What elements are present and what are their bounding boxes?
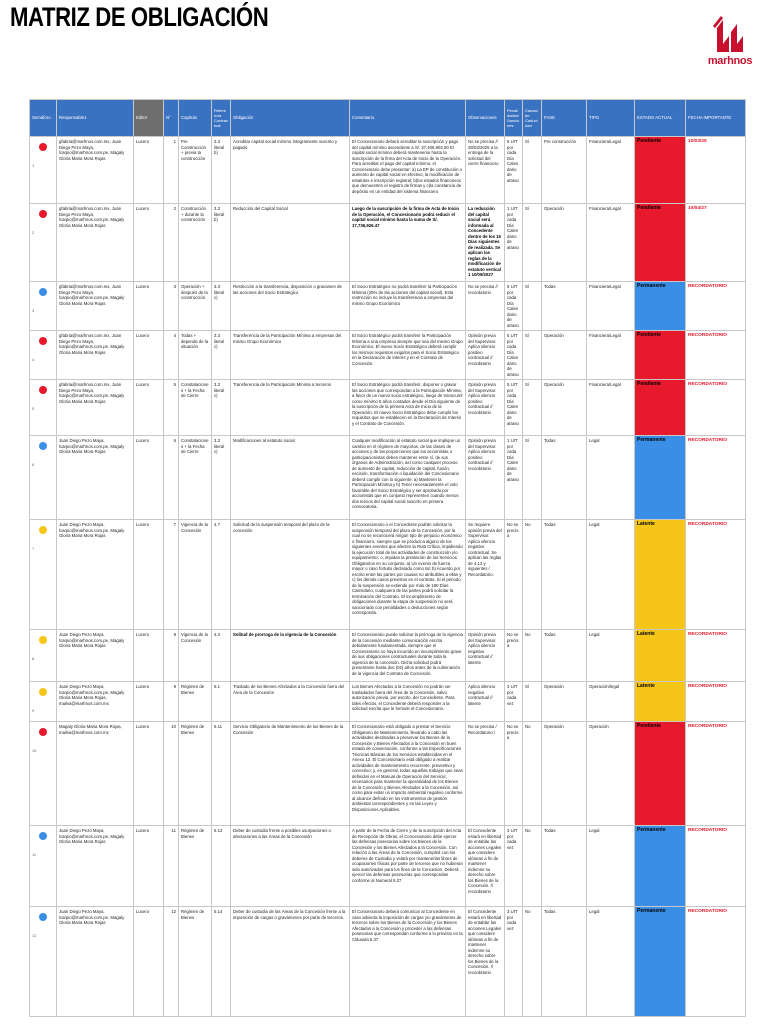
comment-cell: Cualquier modificación al estatuto social que implique un cambio en el régimen de mayorías, de las clases de acciones y de las proporciones que los accionistas o participacionistas deben mantener entre sí, de sus órganos de Administración, así como cualquier proceso de aumento de capital, reducción de capital, fusión, escisión, transformación o liquidación del Concesionario deberá cumplir con lo siguiente: a) Mantener la Participación Mínima y b) Tener necesariamente el voto favorable del Socio Estratégico y ser aprobado por accionistas que en conjunto representen cuando menos dos tercios del capital social suscrito en primera convocatoria. [350,436,466,520]
editor-cell: Lucero [134,826,164,907]
semaphore-cell [30,204,57,282]
col-header[interactable]: Semáforo [30,100,57,137]
table-row [30,520,746,630]
status-dot-icon [39,913,47,921]
status-badge: Permanente [635,436,686,520]
editor-cell: Lucero [134,722,164,826]
phase-cell: Todas [542,826,587,907]
status-dot-icon [39,143,47,151]
important-date-cell: RECORDATORIO [686,331,746,380]
observations-cell: Aplica silencio negativo contractual // latente [466,682,505,722]
observations-cell: Se requiere opinión previa del Supervisor. Aplica silencio negativo contractual. Se aplican las reglas de 4.13 y siguientes / Recordatorio. [466,520,505,630]
penalty-cell: No se precisa [505,722,523,826]
responsible-cell: gfabria@marhnos.com.mx, Juan Diego Pezo Maya, lcarpio@marhnos.com.pe, Magaly Gloria Maria Mora Rojas [57,331,134,380]
comment-bold-text: Luego de la suscripción de la firma de Acta de Inicio de la Operación, el Concesionario podrá reducir el capital social mínimo hasta la suma de S/. 17,736,926.47 [352,206,460,228]
table-row [30,436,746,520]
table-body [30,137,746,1017]
col-header[interactable]: Penalidades/Sanciones [505,100,523,137]
obligation-cell: Traslado de los Bienes Afectados a la Concesión fuera del Área de la Concesión [231,682,350,722]
observations-cell: Opinión previa del Supervisor. Aplica silencio positivo contractual // recordatorio [466,331,505,380]
editor-cell: Lucero [134,907,164,1017]
important-date-cell: RECORDATORIO [686,380,746,436]
semaphore-cell [30,722,57,826]
comment-cell: El Concesionario deberá acreditar la suscripción y pago del capital mínimo ascendente a S/. 37,406,904.00 El capital social mínimo deberá mantenerse hasta la suscripción de la firma del Acta de Inicio de la Operación. Para acreditar el pago del capital mínimo, el Concesionario debe presentar: a) La EP de constitución o aumento de capital social en efectivo, la modificación de estatutos e inscripción registral; b)los estados financieros que demuestren el registro de firmas y c)la constancia de depósito en un entidad del sistema financiero [350,137,466,204]
comment-cell: El Concesionario puede solicitar la prórroga de la vigencia de la concesión mediante comunicación escrita debidamente fundamentada, siempre que el Concesionario no haya incurrido en incumplimiento grave de sus obligaciones contractuales durante toda la vigencia de la concesión. Dicha solicitud podrá presentarse hasta dos (02) años antes de la culminación de la vigencia del Contrato de Concesión. [350,630,466,682]
contract-ref-cell: 3.3 literal b) [212,204,231,282]
chapter-cell: Régimen de Bienes [179,907,212,1017]
status-badge: Permanente [635,282,686,331]
contract-ref-cell: 4.3 [212,630,231,682]
status-dot-icon [39,832,47,840]
status-badge: Latente [635,682,686,722]
status-dot-icon [39,337,47,345]
observations-cell: No se precisa / Recordatorio / [466,722,505,826]
chapter-cell: Vigencia de la Concesión [179,520,212,630]
status-badge: Pendiente [635,380,686,436]
editor-cell: Lucero [134,137,164,204]
table-row [30,204,746,282]
table-row [30,137,746,204]
contract-ref-cell: 3.3 literal c) [212,436,231,520]
contract-ref-cell: 3.3 literal b) [212,137,231,204]
caducity-cell: Sí [523,282,542,331]
type-cell: Legal [587,826,635,907]
row-number: 10 [32,748,37,753]
caducity-cell: No [523,722,542,826]
obligations-table [29,99,746,1017]
status-dot-icon [39,288,47,296]
type-cell: Financiera/Legal [587,282,635,331]
table-row [30,331,746,380]
observations-cell: El Concedente estará en libertad de entablar las acciones Legales que considere idóneas a fin de mantener indemne su derecho sobre los Bienes de la Concesión. // recordatorio [466,907,505,1017]
obligation-cell: Restricción a la transferencia, disposición o gravamen de las acciones del Socio Estratégico [231,282,350,331]
marhnos-logo-icon [711,14,749,54]
important-date-cell: RECORDATORIO [686,520,746,630]
editor-cell: Lucero [134,331,164,380]
penalty-cell: 5 UIT por cada Día Calendario de atraso [505,380,523,436]
responsible-cell: gfabria@marhnos.com.mx, Juan Diego Pezo Maya, lcarpio@marhnos.com.pe, Magaly Gloria Maria Mora Rojas [57,137,134,204]
status-dot-icon [39,210,47,218]
phase-cell: Todas [542,907,587,1017]
responsible-cell: Juan Diego Pezo Maya, lcarpio@marhnos.com.pe, Magaly Gloria Maria Mora Rojas [57,436,134,520]
chapter-cell: Constataciones + la Fecha de Cierre [179,436,212,520]
responsible-cell: gfabria@marhnos.com.mx, Juan Diego Pezo Maya, lcarpio@marhnos.com.pe, Magaly Gloria Maria Mora Rojas [57,380,134,436]
table-row [30,722,746,826]
obligation-cell: Acreditar capital social mínimo íntegramente suscrito y pagado [231,137,350,204]
number-cell: 9 [164,682,179,722]
status-badge: Pendiente [635,722,686,826]
comment-cell: El Socio Estratégico no podrá transferir la Participación Mínima (25% de las acciones del capital social). Esta restricción no incluye la transferencia a empresas del mismo Grupo Económico [350,282,466,331]
status-dot-icon [39,386,47,394]
observations-cell: Opinión previa del Supervisor. Aplica silencio positivo contractual // recordatorio [466,436,505,520]
obligation-cell: Transferencia de la Participación Mínima a terceros [231,380,350,436]
semaphore-cell [30,826,57,907]
contract-ref-cell: 3.3 literal c) [212,331,231,380]
responsible-cell: Juan Diego Pezo Maya, lcarpio@marhnos.com.pe, Magaly Gloria Maria Mora Rojas [57,630,134,682]
caducity-cell: No [523,520,542,630]
penalty-cell: 1 UIT por cada Día Calendario de atraso [505,204,523,282]
status-badge: Pendiente [635,331,686,380]
number-cell: 4 [164,331,179,380]
obligation-cell: Transferencia de la Participación Mínima a empresas del mismo Grupo Económico [231,331,350,380]
contract-ref-cell: 5.13 [212,826,231,907]
type-cell: Legal [587,907,635,1017]
table-row [30,282,746,331]
penalty-cell: 1 UIT por cada Día Calendario de atraso [505,436,523,520]
observations-cell: La reducción del capital social será informada al Concedente dentro de los 15 Días siguientes de realizada. Se aplican las reglas de la modificación de estatuto vertical 1 10/09/2027 [466,204,505,282]
semaphore-cell [30,907,57,1017]
important-date-cell: RECORDATORIO [686,436,746,520]
comment-cell: El Concesionario o el Concedente podrán solicitar la suspensión temporal del plazo de la Concesión, por la cual no se reconocerá ningún tipo de perjuicio económico o financiero, siempre que se produzca alguno de los siguientes eventos que afecten la Ruta Crítica, impidiendo la ejecución total de las actividades de construcción y/o equipamiento; o, impidan la prestación de los Servicios Obligatorios en su conjunto: a) Un evento de fuerza mayor o caso fortuito declarado como tal; b) Acuerdo por escrito entre las partes por causas no atribuibles a ellas y c) los demás casos previstos en el contrato. Si el periodo de la suspensión se extiende por más de 180 Días Calendario, cualquiera de las partes podrá solicitar la terminación del Contrato. El incumplimiento de obligaciones durante la etapa de suspensión no será sancionado con penalidades o deducciones según corresponda. [350,520,466,630]
chapter-cell: Operación + después de la construcción [179,282,212,331]
row-number: 9 [32,708,35,713]
important-date-cell: 10/04/27 [686,204,746,282]
obligation-cell: Deber de custodia de las Áreas de la Concesión frente a la imposición de cargas o gravámenes por parte de terceros. [231,907,350,1017]
phase-cell: Operación [542,682,587,722]
caducity-cell: No [523,630,542,682]
observations-cell: No se precisa // recordatorio [466,282,505,331]
col-header[interactable]: N° [164,100,179,137]
number-cell: 5 [164,380,179,436]
row-number: 11 [32,852,37,857]
number-cell: 1 [164,137,179,204]
number-cell: 12 [164,907,179,1017]
type-cell: Operación/legal [587,682,635,722]
semaphore-cell [30,137,57,204]
col-header[interactable]: Comentario [350,100,466,137]
important-date-cell: RECORDATORIO [686,682,746,722]
phase-cell: Todas [542,630,587,682]
number-cell: 10 [164,722,179,826]
caducity-cell: Sí [523,380,542,436]
important-date-cell: RECORDATORIO [686,907,746,1017]
status-dot-icon [39,442,47,450]
comment-cell: El Socio Estratégico podrá transferir, disponer o gravar las acciones que correspondan a la Participación Mínima, a favor de un nuevo socio estratégico, luego de transcurrir como mínimo 5 años contados desde el Día siguiente de la suscripción de la primera Acta de Inicio de la Operación. El nuevo Socio Estratégico debe cumplir los requisitos que se establecen en la Declaración de Interés y el Contrato de Concesión. [350,380,466,436]
chapter-cell: Todas + depende de la situación [179,331,212,380]
number-cell: 3 [164,282,179,331]
responsible-cell: Juan Diego Pezo Maya, lcarpio@marhnos.com.pe, Magaly Gloria Maria Mora Rojas [57,520,134,630]
caducity-cell: Sí [523,436,542,520]
status-badge: Pendiente [635,204,686,282]
caducity-cell: Sí [523,331,542,380]
col-header[interactable]: FECHA IMPORTANTE [686,100,746,137]
col-header[interactable]: TIPO [587,100,635,137]
col-header[interactable]: Causal de Caducidad [523,100,542,137]
row-number: 4 [32,357,35,362]
number-cell: 8 [164,630,179,682]
number-cell: 6 [164,436,179,520]
editor-cell: Lucero [134,204,164,282]
col-header[interactable]: Observaciones [466,100,505,137]
semaphore-cell [30,331,57,380]
penalty-cell: No se precisa [505,630,523,682]
caducity-cell: No [523,907,542,1017]
observations-cell: El Concedente estará en libertad de entablar las acciones Legales que considere idóneas a fin de mantener indemne su derecho sobre los Bienes de la Concesión. // recordatorio [466,826,505,907]
table-row [30,630,746,682]
col-header[interactable]: Responsable1 [57,100,134,137]
phase-cell: Todas [542,436,587,520]
type-cell: Legal [587,436,635,520]
row-number: 6 [32,462,35,467]
row-number: 3 [32,308,35,313]
important-date-cell: 10/03/25 [686,137,746,204]
phase-cell: Pre construcción [542,137,587,204]
important-date-cell: RECORDATORIO [686,826,746,907]
status-badge: Permanente [635,826,686,907]
status-dot-icon [39,526,47,534]
phase-cell: Todas [542,282,587,331]
row-number: 7 [32,546,35,551]
chapter-cell: Régimen de Bienes [179,722,212,826]
col-header[interactable]: Referencia Contractual [212,100,231,137]
status-badge: Latente [635,520,686,630]
caducity-cell: Sí [523,682,542,722]
editor-cell: Lucero [134,380,164,436]
penalty-cell: 3 UIT por cada vez [505,907,523,1017]
editor-cell: Lucero [134,436,164,520]
penalty-cell: 5 UIT por cada Día Calendario de atraso [505,137,523,204]
comment-cell: Los Bienes Afectados a la Concesión no podrán ser trasladados fuera del Área de la Concesión, salvo autorización previa, por escrito, del Concedente. Para tales efectos, el Concedente deberá responder a la solicitud escrita que le formule el Concesionario. [350,682,466,722]
table-header-row [30,100,746,137]
penalty-cell: 5 UIT por cada Día Calendario de atraso [505,282,523,331]
comment-cell: A partir de la Fecha de Cierre y de la suscripción del Acta de Recepción de Obras, el Concesionario debe ejercer las defensas posesorias sobre los Bienes de la Concesión y los Bienes Afectados a la Concesión. Con relación a las Áreas de la Concesión, cumplirá con los deberes de Custodia y velará por mantenerlas libres de ocupaciones físicas por parte de terceros que no hubieran sido autorizados para los fines de la Concesión. Deberá ejercer las defensas posesorias que correspondan conforme al Numeral 5.37 [350,826,466,907]
penalty-cell: 3 UIT por cada vez [505,682,523,722]
type-cell: Financiera/Legal [587,380,635,436]
phase-cell: Operación [542,204,587,282]
type-cell: Financiera/Legal [587,137,635,204]
obligation-cell: Modificaciones al estatuto social [231,436,350,520]
semaphore-cell [30,282,57,331]
table-row [30,682,746,722]
editor-cell: Lucero [134,630,164,682]
phase-cell: Operación [542,722,587,826]
chapter-cell: Régimen de Bienes [179,826,212,907]
row-number: 2 [32,230,35,235]
chapter-cell: Constataciones + la Fecha de Cierre [179,380,212,436]
contract-ref-cell: 3.3 literal c) [212,380,231,436]
number-cell: 7 [164,520,179,630]
brand-logo [704,14,756,67]
phase-cell: Todas [542,520,587,630]
observations-cell: No se precisa // 28/03/2025 a la entrega de la solicitud del cierre financiero [466,137,505,204]
chapter-cell: Pre Construcción + previa la construcción [179,137,212,204]
row-number: 5 [32,406,35,411]
contract-ref-cell: 5.14 [212,907,231,1017]
phase-cell: Operación [542,380,587,436]
contract-ref-cell: 5.11 [212,722,231,826]
page-title: MATRIZ DE OBLIGACIÓN [10,2,269,32]
comment-cell: El Concesionario está obligado a prestar el Servicio Obligatorio de Mantenimiento, llevando a cabo las actividades destinadas a preservar los Bienes de la Concesión y Bienes Afectados a la Concesión en buen estado de conservación, conforme a las Especificaciones Técnicas Básicas de los Servicios establecidas en el Anexo 12. El Concesionario está obligado a realizar actividades de mantenimiento recurrente, preventivo y correctivo; y, en general, todas aquellas trabajos que sean definidos en el Manual de Operación del Servicio; necesarios para mantener la operatividad de los Bienes de la Concesión y Bienes Afectados a la Concesión, así como para evitar un impacto ambiental negativo conforme al alcance definido en los instrumentos de gestión ambiental correspondientes y en las Leyes y Disposiciones Aplicables. [350,722,466,826]
responsible-cell: Juan Diego Pezo Maya, lcarpio@marhnos.com.pe, Magaly Gloria Maria Mora Rojas [57,826,134,907]
status-badge: Latente [635,630,686,682]
logo-wordmark: marhnos [707,55,753,67]
col-header[interactable]: Obligación [231,100,350,137]
col-header[interactable]: Editor [134,100,164,137]
responsible-cell: Magaly Gloria Maria Mora Rojas, mailva@marhnos.com.mx [57,722,134,826]
chapter-cell: Construcción + durante la construcción [179,204,212,282]
chapter-cell: Vigencia de la Concesión [179,630,212,682]
penalty-cell: No se precisa [505,520,523,630]
contract-ref-cell: 3.3 literal c) [212,282,231,331]
obligation-cell: Reducción del Capital Social [231,204,350,282]
table-row [30,380,746,436]
observations-cell: Opinión previa del Supervisor. Aplica silencio positivo contractual // recordatorio [466,380,505,436]
editor-cell: Lucero [134,282,164,331]
chapter-cell: Régimen de Bienes [179,682,212,722]
status-dot-icon [39,688,47,696]
observations-cell: Opinión previa del Supervisor. Aplica silencio negativo contractual // latente [466,630,505,682]
responsible-cell: Juan Diego Pezo Maya, lcarpio@marhnos.com.pe, Magaly Gloria Maria Mora Rojas, mailva@marhnos.com.mx [57,682,134,722]
semaphore-cell [30,630,57,682]
comment-cell [350,204,466,282]
status-badge: Pendiente [635,137,686,204]
penalty-cell: 5 UIT por cada Día Calendario de atraso [505,331,523,380]
type-cell: Financiera/Legal [587,331,635,380]
status-dot-icon [39,636,47,644]
number-cell: 2 [164,204,179,282]
obligation-cell: Deber de custodia frente a posibles usurpaciones o afectaciones a las Áreas de la Concesión [231,826,350,907]
type-cell: Legal [587,630,635,682]
table-row [30,826,746,907]
type-cell: Operación [587,722,635,826]
semaphore-cell [30,682,57,722]
semaphore-cell [30,380,57,436]
status-dot-icon [39,728,47,736]
contract-ref-cell: 5.1 [212,682,231,722]
comment-cell: El Concesionario deberá comunicar al Concedente en caso advierta la imposición de cargas y/o gravámenes de terceros sobre los Bienes de la Concesión y los Bienes Afectados a la Concesión y proceder a las defensas posesorias que correspondan conforme a lo previsto en la Cláusula 5.37 [350,907,466,1017]
semaphore-cell [30,520,57,630]
row-number: 8 [32,656,35,661]
col-header[interactable]: ESTADO ACTUAL [635,100,686,137]
type-cell: Legal [587,520,635,630]
contract-ref-cell: 4.7 [212,520,231,630]
number-cell: 11 [164,826,179,907]
responsible-cell: gfabria@marhnos.com.mx, Juan Diego Pezo Maya, lcarpio@marhnos.com.pe, Magaly Gloria Maria Mora Rojas [57,282,134,331]
penalty-cell: 3 UIT por cada vez [505,826,523,907]
phase-cell: Operación [542,331,587,380]
row-number: 12 [32,933,37,938]
obligation-cell: Solicitud de la suspensión temporal del plazo de la concesión [231,520,350,630]
col-header[interactable]: FASE [542,100,587,137]
editor-cell: Lucero [134,682,164,722]
responsible-cell: gfabria@marhnos.com.mx, Juan Diego Pezo Maya, lcarpio@marhnos.com.pe, Magaly Gloria Maria Mora Rojas [57,204,134,282]
obligation-cell [231,630,350,682]
table-row [30,907,746,1017]
row-number: 1 [32,163,35,168]
caducity-cell: No [523,826,542,907]
caducity-cell: Sí [523,137,542,204]
editor-cell: Lucero [134,520,164,630]
responsible-cell: Juan Diego Pezo Maya, lcarpio@marhnos.com.pe, Magaly Gloria Maria Mora Rojas [57,907,134,1017]
type-cell: Financiera/Legal [587,204,635,282]
obligation-bold-text: Solitud de prorroga de la vigencia de la Concesión [233,632,337,637]
caducity-cell: Sí [523,204,542,282]
important-date-cell: RECORDATORIO [686,722,746,826]
obligation-cell: Servicio Obligatorio de Mantenimiento de los Bienes de la Concesión [231,722,350,826]
comment-cell: El Socio Estratégico podrá transferir la Participación Mínima a una empresa siempre que sea del mismo Grupo Económico. El nuevo Socio Estratégico deberá cumplir los mismos requisitos exigidos para el Socio Estratégico en la Declaración de Interés y en el Contrato de Concesión. [350,331,466,380]
important-date-cell: RECORDATORIO [686,630,746,682]
status-badge: Permanente [635,907,686,1017]
col-header[interactable]: Capítulo [179,100,212,137]
important-date-cell: RECORDATORIO [686,282,746,331]
semaphore-cell [30,436,57,520]
